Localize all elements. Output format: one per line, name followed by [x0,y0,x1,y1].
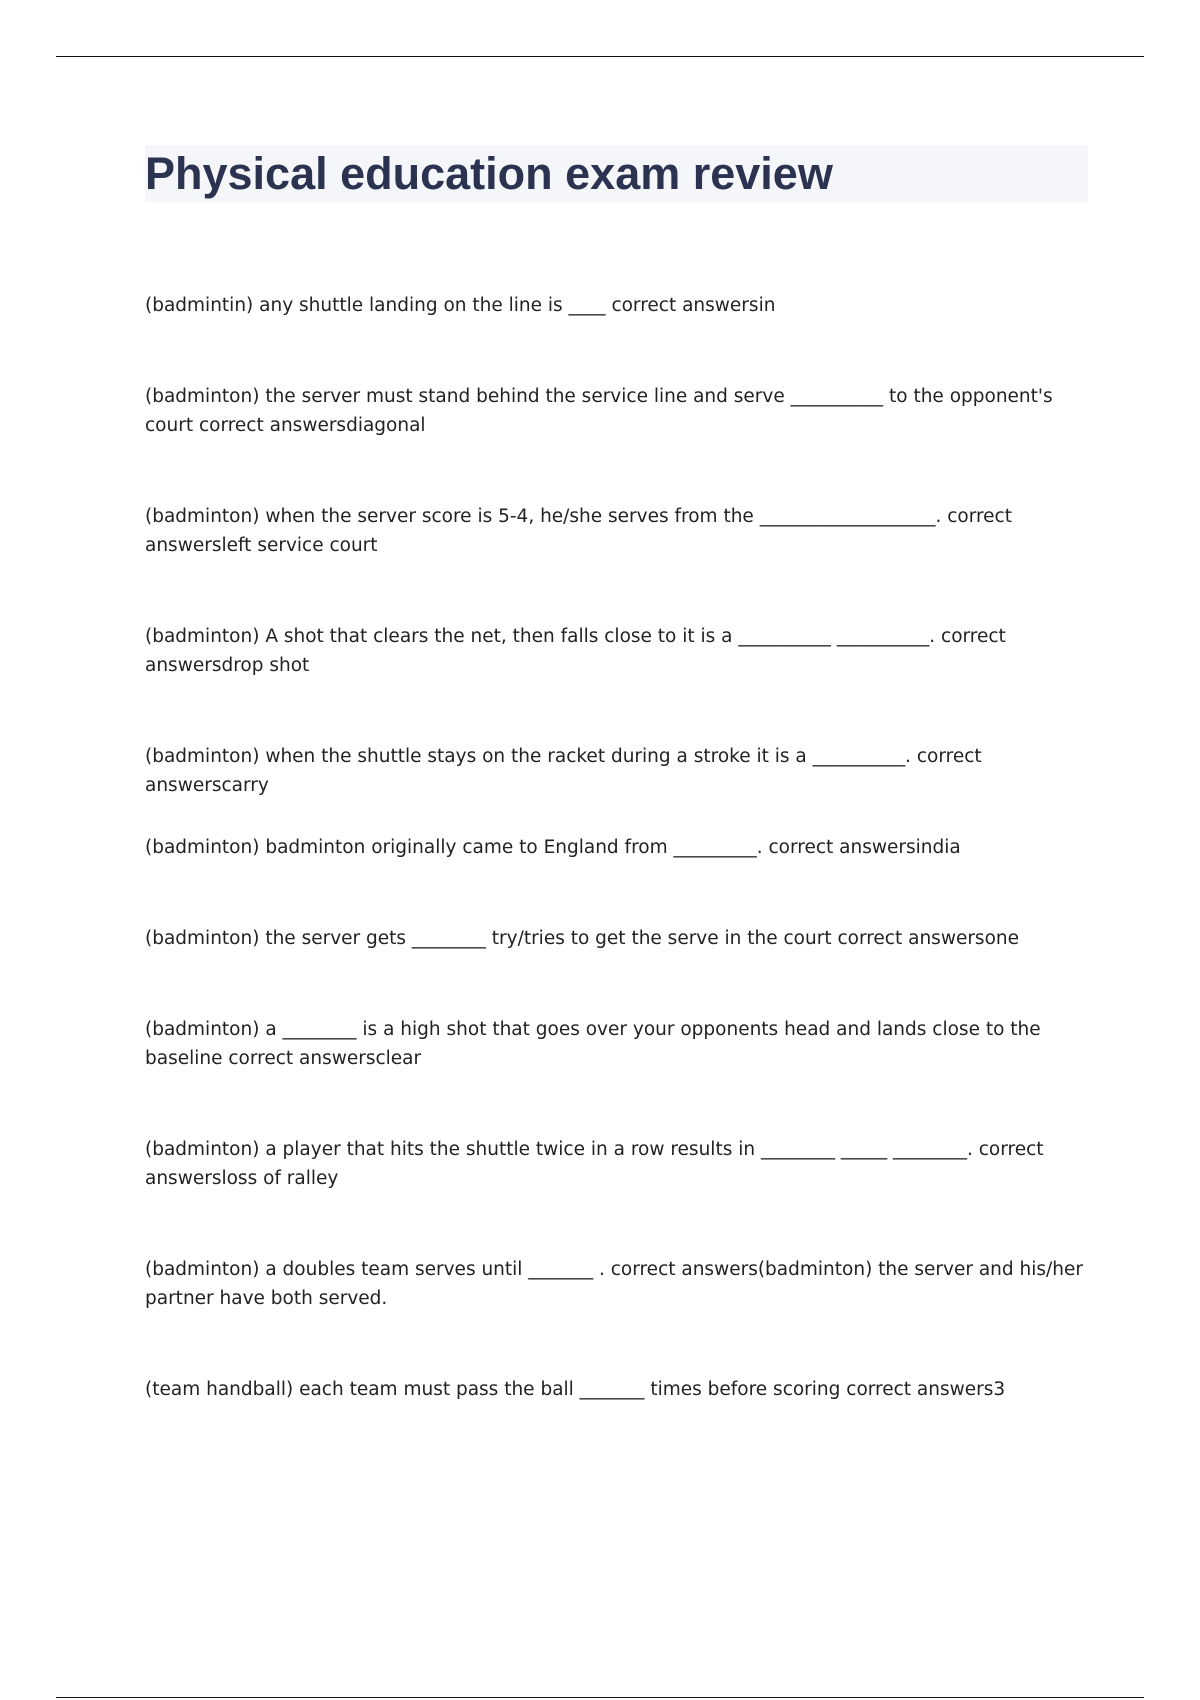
qa-item [145,833,1088,862]
qa-item [145,291,1088,320]
answer-text: drop shot [221,655,310,676]
qa-item [145,1135,1088,1193]
question-text: (badminton) badminton originally came to England from _________. correct answers [145,837,916,858]
qa-item [145,502,1088,560]
question-text: (badminton) the server must stand behind the service line and serve __________ to the opponent's court correct answers [145,386,1053,436]
question-text: (badminton) when the shuttle stays on the racket during a stroke it is a __________. correct answers [145,746,982,796]
answer-text: diagonal [346,415,426,436]
answer-text: one [984,928,1020,949]
qa-item [145,622,1088,680]
document-title: Physical education exam review [145,148,833,199]
qa-item [145,1015,1088,1073]
question-text: (badminton) a ________ is a high shot that goes over your opponents head and lands close to the baseline correct answers [145,1019,1041,1069]
question-text: (badminton) A shot that clears the net, then falls close to it is a __________ __________. correct answers [145,626,1006,676]
question-text: (badminton) a doubles team serves until _______ . correct answers [145,1259,758,1280]
answer-text: in [758,295,776,316]
qa-item [145,382,1088,440]
qa-item [145,1255,1088,1313]
answer-text: india [915,837,961,858]
answer-text: clear [375,1048,422,1069]
question-text: (team handball) each team must pass the ball _______ times before scoring correct answers [145,1379,994,1400]
bottom-rule [56,1697,1144,1698]
qa-item [145,924,1088,953]
answer-text: (badminton) the server and his/her partner have both served. [145,1259,1083,1309]
answer-text: left service court [221,535,378,556]
question-text: (badminton) when the server score is 5-4, he/she serves from the ___________________. correct answers [145,506,1012,556]
answer-text: loss of ralley [221,1168,339,1189]
question-text: (badminton) a player that hits the shuttle twice in a row results in ________ _____ ________. correct answers [145,1139,1044,1189]
qa-item [145,742,1088,800]
qa-item [145,1375,1088,1404]
question-text: (badmintin) any shuttle landing on the line is ____ correct answers [145,295,759,316]
answer-text: 3 [993,1379,1006,1400]
question-text: (badminton) the server gets ________ try/tries to get the serve in the court correct answers [145,928,985,949]
top-rule [56,56,1144,57]
answer-text: carry [221,775,269,796]
